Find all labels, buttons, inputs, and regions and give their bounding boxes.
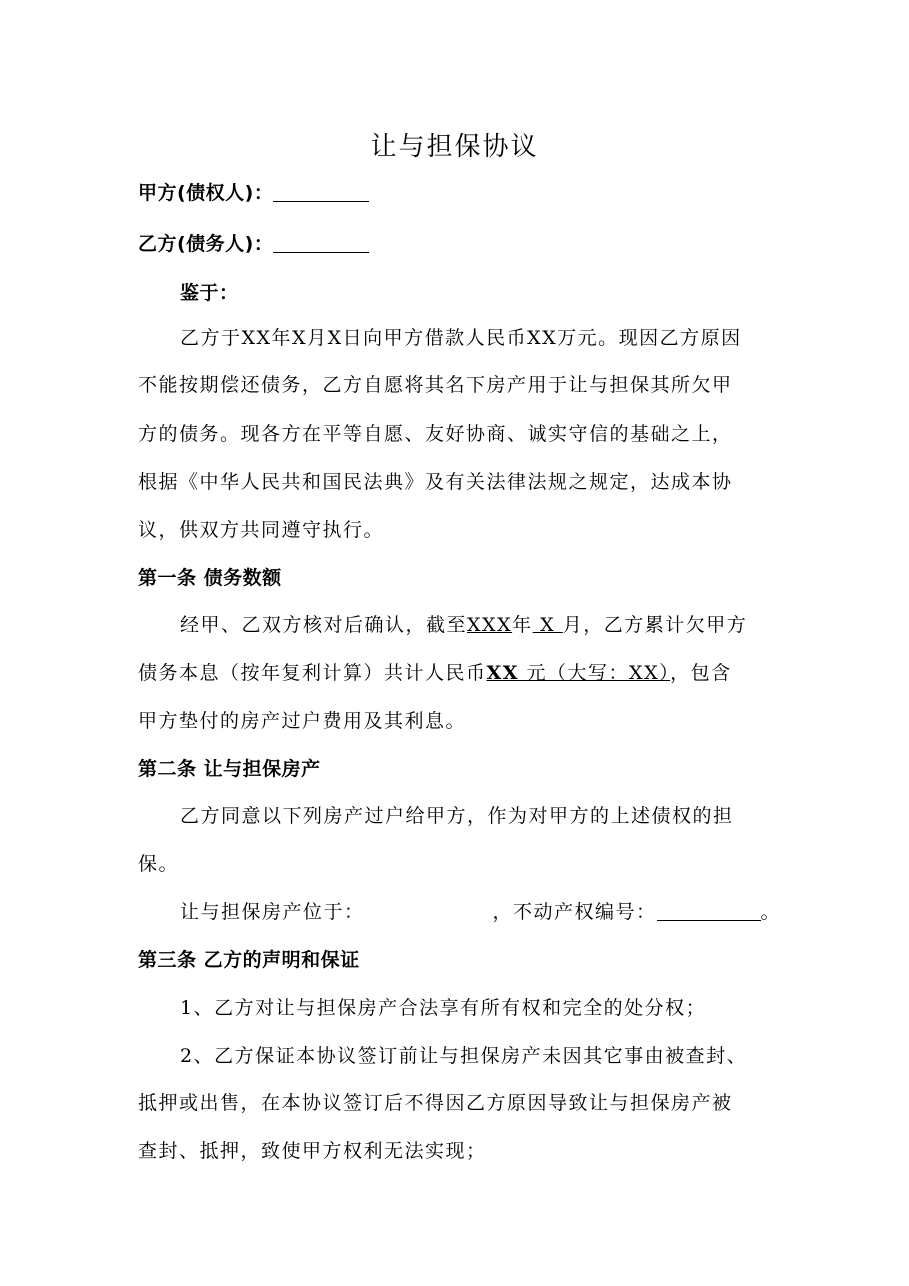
- preamble-line: 不能按期偿还债务，乙方自愿将其名下房产用于让与担保其所欠甲: [138, 374, 733, 396]
- article1-amount: XX: [486, 662, 519, 684]
- party-b-blank: [273, 251, 369, 253]
- article2-line: 保。: [138, 853, 180, 875]
- preamble-line: 根据《中华人民共和国民法典》及有关法律法规之规定，达成本协: [138, 471, 733, 493]
- article3-item: 查封、抵押，致使甲方权利无法实现；: [138, 1140, 487, 1162]
- article3-item: 抵押或出售，在本协议签订后不得因乙方原因导致让与担保房产被: [138, 1092, 733, 1114]
- article1-line: [180, 610, 780, 637]
- article1-text: ，包含: [670, 662, 732, 684]
- article1-text: 年: [512, 614, 533, 636]
- article1-amount-text: 元（大写：XX）: [519, 662, 671, 684]
- party-b-line: [138, 229, 778, 256]
- party-a-label: 甲方(债权人)：: [138, 182, 274, 204]
- article3-heading: 第三条 乙方的声明和保证: [138, 949, 360, 971]
- document-title: 让与担保协议: [370, 132, 539, 162]
- article2-heading: 第二条 让与担保房产: [138, 758, 321, 780]
- party-b-label: 乙方(债务人)：: [138, 233, 274, 255]
- cert-label: ，不动产权编号：: [492, 901, 657, 923]
- party-a-blank: [273, 200, 369, 202]
- article1-year: XXX: [467, 614, 513, 636]
- article1-text: 月，乙方累计欠甲方: [562, 614, 748, 636]
- whereas-heading: 鉴于：: [180, 282, 239, 304]
- location-label: 让与担保房产位于：: [180, 901, 365, 923]
- article1-text: 债务本息（按年复利计算）共计人民币: [138, 662, 487, 684]
- article2-line: 乙方同意以下列房产过户给甲方，作为对甲方的上述债权的担: [180, 805, 734, 827]
- cert-blank: [657, 919, 761, 921]
- article1-month: X: [532, 614, 563, 636]
- end-mark: 。: [760, 901, 782, 923]
- preamble-line: 方的债务。现各方在平等自愿、友好协商、诚实守信的基础之上，: [138, 423, 733, 445]
- article1-text: 经甲、乙双方核对后确认，截至: [180, 614, 468, 636]
- article3-item: 1、乙方对让与担保房产合法享有所有权和完全的处分权；: [180, 997, 707, 1019]
- article1-line: [138, 658, 778, 685]
- preamble-line: 议，供双方共同遵守执行。: [138, 519, 385, 541]
- preamble-line: 乙方于XX年X月X日向甲方借款人民币XX万元。现因乙方原因: [180, 327, 742, 349]
- article3-item: 2、乙方保证本协议签订前让与担保房产未因其它事由被查封、: [180, 1045, 748, 1067]
- party-a-line: [138, 178, 778, 205]
- article1-heading: 第一条 债务数额: [138, 567, 282, 589]
- article1-line: 甲方垫付的房产过户费用及其利息。: [138, 710, 467, 732]
- article2-location-line: [180, 897, 780, 924]
